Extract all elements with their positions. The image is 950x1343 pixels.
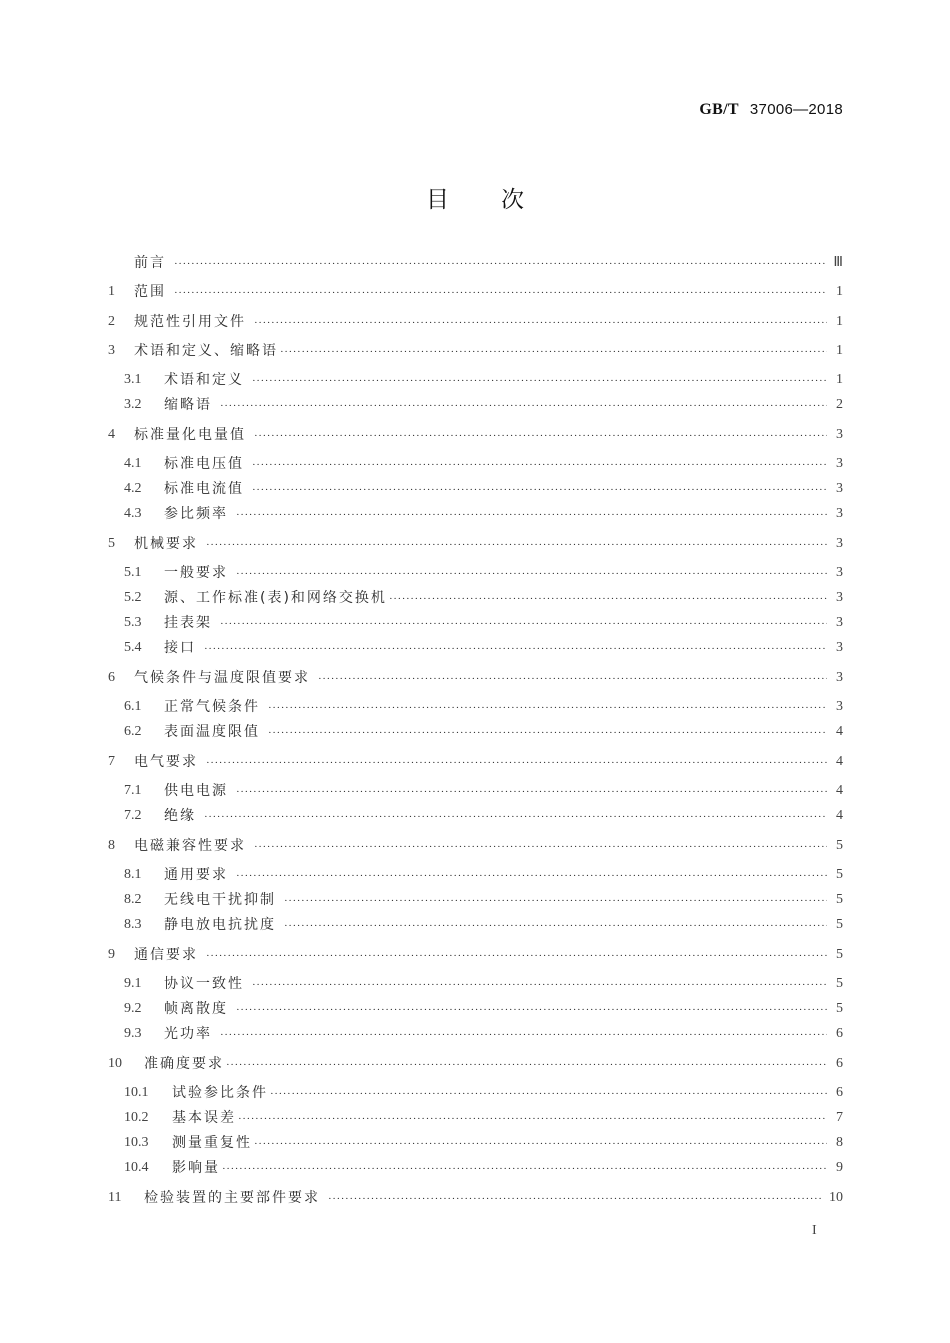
toc-entry-page: 3 xyxy=(836,590,843,605)
toc-entry-number: 5 xyxy=(108,536,115,551)
toc-entry-number: 5.3 xyxy=(124,615,142,630)
dot-leader xyxy=(268,699,827,717)
dot-leader xyxy=(254,427,827,445)
toc-entry-page: 6 xyxy=(836,1056,843,1071)
toc-entry-8-2[interactable] xyxy=(108,890,843,910)
toc-entry-4[interactable] xyxy=(108,425,843,445)
toc-entry-title: 测量重复性 xyxy=(172,1135,252,1151)
toc-entry-title: 气候条件与温度限值要求 xyxy=(134,670,310,686)
toc-entry-page: Ⅲ xyxy=(833,255,843,270)
dot-leader xyxy=(174,284,827,302)
toc-entry-title: 表面温度限值 xyxy=(164,724,260,740)
dot-leader xyxy=(254,838,827,856)
dot-leader xyxy=(220,397,827,415)
toc-entry-5-4[interactable] xyxy=(108,638,843,658)
toc-entry-number: 4.3 xyxy=(124,506,142,521)
toc-entry-page: 1 xyxy=(836,284,843,299)
dot-leader xyxy=(236,867,827,885)
toc-entry-title: 范围 xyxy=(134,284,166,300)
toc-entry-page: 5 xyxy=(836,947,843,962)
toc-entry-10-3[interactable] xyxy=(108,1133,843,1153)
dot-leader xyxy=(254,314,827,332)
dot-leader xyxy=(206,754,827,772)
toc-entry-number: 8.2 xyxy=(124,892,142,907)
dot-leader xyxy=(252,976,827,994)
toc-entry-number: 10.1 xyxy=(124,1085,149,1100)
standard-number: 37006—2018 xyxy=(749,101,843,118)
toc-entry-number: 5.4 xyxy=(124,640,142,655)
toc-entry-number: 8.1 xyxy=(124,867,142,882)
toc-entry-page: 3 xyxy=(836,506,843,521)
toc-entry-number: 6 xyxy=(108,670,115,685)
dot-leader xyxy=(252,456,827,474)
dot-leader xyxy=(252,372,827,390)
dot-leader xyxy=(220,615,827,633)
toc-entry-title: 影响量 xyxy=(172,1160,220,1176)
toc-entry-page: 3 xyxy=(836,481,843,496)
dot-leader xyxy=(174,255,827,273)
toc-entry-7-2[interactable] xyxy=(108,806,843,826)
toc-entry-page: 3 xyxy=(836,456,843,471)
toc-entry-title: 正常气候条件 xyxy=(164,699,260,715)
dot-leader xyxy=(222,1160,827,1178)
toc-entry-4-1[interactable] xyxy=(108,454,843,474)
dot-leader xyxy=(204,640,827,658)
toc-entry-title: 准确度要求 xyxy=(144,1056,224,1072)
toc-entry-10-2[interactable] xyxy=(108,1108,843,1128)
dot-leader xyxy=(206,536,827,554)
toc-entry-number: 10.4 xyxy=(124,1160,149,1175)
toc-entry-title: 电磁兼容性要求 xyxy=(134,838,246,854)
toc-entry-6-1[interactable] xyxy=(108,697,843,717)
toc-entry-page: 5 xyxy=(836,917,843,932)
toc-entry-5-3[interactable] xyxy=(108,613,843,633)
toc-entry-number: 10.2 xyxy=(124,1110,149,1125)
toc-entry-10-1[interactable] xyxy=(108,1083,843,1103)
toc-entry-5-2[interactable] xyxy=(108,588,843,608)
dot-leader xyxy=(206,947,827,965)
toc-entry-page: 1 xyxy=(836,372,843,387)
toc-entry-number: 10 xyxy=(108,1056,122,1071)
page-title xyxy=(0,181,950,214)
dot-leader xyxy=(254,1135,827,1153)
toc-entry-1[interactable] xyxy=(108,282,843,302)
toc-entry-11[interactable] xyxy=(108,1188,843,1208)
toc-entry-8[interactable] xyxy=(108,836,843,856)
toc-entry-page: 6 xyxy=(836,1026,843,1041)
dot-leader xyxy=(270,1085,827,1103)
toc-entry-title: 接口 xyxy=(164,640,196,656)
dot-leader xyxy=(252,481,827,499)
dot-leader xyxy=(236,1001,827,1019)
toc-entry-6[interactable] xyxy=(108,668,843,688)
standard-code xyxy=(699,100,843,119)
toc-entry-foreword[interactable] xyxy=(108,253,843,273)
toc-entry-page: 3 xyxy=(836,427,843,442)
dot-leader xyxy=(226,1056,827,1074)
toc-entry-5-1[interactable] xyxy=(108,563,843,583)
toc-entry-3-2[interactable] xyxy=(108,395,843,415)
toc-entry-page: 5 xyxy=(836,867,843,882)
dot-leader xyxy=(238,1110,827,1128)
toc-entry-2[interactable] xyxy=(108,312,843,332)
toc-entry-title: 机械要求 xyxy=(134,536,198,552)
toc-entry-page: 3 xyxy=(836,640,843,655)
toc-entry-page: 5 xyxy=(836,892,843,907)
toc-entry-page: 4 xyxy=(836,724,843,739)
toc-entry-page: 5 xyxy=(836,838,843,853)
toc-entry-page: 2 xyxy=(836,397,843,412)
toc-entry-number: 4.2 xyxy=(124,481,142,496)
toc-entry-8-1[interactable] xyxy=(108,865,843,885)
toc-entry-title: 缩略语 xyxy=(164,397,212,413)
page-folio: I xyxy=(812,1223,817,1238)
toc-entry-page: 3 xyxy=(836,699,843,714)
toc-entry-number: 2 xyxy=(108,314,115,329)
toc-entry-page: 7 xyxy=(836,1110,843,1125)
toc-entry-page: 9 xyxy=(836,1160,843,1175)
toc-entry-9-2[interactable] xyxy=(108,999,843,1019)
title-char-2: 次 xyxy=(501,187,524,213)
toc-entry-3-1[interactable] xyxy=(108,370,843,390)
toc-entry-8-3[interactable] xyxy=(108,915,843,935)
toc-entry-title: 静电放电抗扰度 xyxy=(164,917,276,933)
toc-entry-page: 3 xyxy=(836,670,843,685)
toc-entry-page: 4 xyxy=(836,808,843,823)
toc-entry-title: 术语和定义 xyxy=(164,372,244,388)
toc-entry-4-2[interactable] xyxy=(108,479,843,499)
toc-entry-6-2[interactable] xyxy=(108,722,843,742)
dot-leader xyxy=(284,892,827,910)
toc-entry-4-3[interactable] xyxy=(108,504,843,524)
toc-entry-page: 3 xyxy=(836,565,843,580)
toc-entry-title: 参比频率 xyxy=(164,506,228,522)
toc-entry-title: 标准电压值 xyxy=(164,456,244,472)
toc-entry-number: 4 xyxy=(108,427,115,442)
toc-entry-number: 9.1 xyxy=(124,976,142,991)
toc-entry-number: 9.3 xyxy=(124,1026,142,1041)
toc-entry-title: 试验参比条件 xyxy=(172,1085,268,1101)
toc-entry-page: 5 xyxy=(836,1001,843,1016)
toc-entry-page: 10 xyxy=(829,1190,843,1205)
toc-entry-number: 1 xyxy=(108,284,115,299)
toc-entry-number: 6.1 xyxy=(124,699,142,714)
toc-entry-number: 9.2 xyxy=(124,1001,142,1016)
toc-entry-page: 1 xyxy=(836,314,843,329)
toc-entry-number: 8.3 xyxy=(124,917,142,932)
toc-entry-title: 一般要求 xyxy=(164,565,228,581)
toc-entry-number: 5.2 xyxy=(124,590,142,605)
title-char-1: 目 xyxy=(426,187,449,213)
toc-entry-title: 前言 xyxy=(134,255,166,271)
toc-entry-title: 帧离散度 xyxy=(164,1001,228,1017)
toc-entry-title: 术语和定义、缩略语 xyxy=(134,343,278,359)
toc-entry-9-1[interactable] xyxy=(108,974,843,994)
dot-leader xyxy=(328,1190,823,1208)
dot-leader xyxy=(220,1026,827,1044)
toc-entry-number: 7.2 xyxy=(124,808,142,823)
toc-entry-9-3[interactable] xyxy=(108,1024,843,1044)
dot-leader xyxy=(236,506,827,524)
toc-entry-title: 规范性引用文件 xyxy=(134,314,246,330)
toc-entry-number: 5.1 xyxy=(124,565,142,580)
toc-entry-10-4[interactable] xyxy=(108,1158,843,1178)
toc-entry-5[interactable] xyxy=(108,534,843,554)
toc-entry-number: 3.2 xyxy=(124,397,142,412)
dot-leader xyxy=(204,808,827,826)
toc-entry-page: 1 xyxy=(836,343,843,358)
toc-entry-title: 检验装置的主要部件要求 xyxy=(144,1190,320,1206)
toc-entry-page: 3 xyxy=(836,536,843,551)
dot-leader xyxy=(268,724,827,742)
toc-entry-title: 电气要求 xyxy=(134,754,198,770)
toc-entry-number: 8 xyxy=(108,838,115,853)
toc-entry-10[interactable] xyxy=(108,1054,843,1074)
dot-leader xyxy=(280,343,827,361)
toc-entry-number: 4.1 xyxy=(124,456,142,471)
toc-entry-7[interactable] xyxy=(108,752,843,772)
toc-entry-number: 10.3 xyxy=(124,1135,149,1150)
dot-leader xyxy=(389,590,827,608)
toc-entry-page: 8 xyxy=(836,1135,843,1150)
toc-entry-title: 挂表架 xyxy=(164,615,212,631)
toc-entry-number: 11 xyxy=(108,1190,122,1205)
toc-entry-page: 6 xyxy=(836,1085,843,1100)
standard-prefix: GB/T xyxy=(699,101,739,118)
toc-entry-title: 光功率 xyxy=(164,1026,212,1042)
toc-entry-title: 供电电源 xyxy=(164,783,228,799)
toc-entry-title: 源、工作标准(表)和网络交换机 xyxy=(164,590,387,606)
dot-leader xyxy=(236,783,827,801)
toc-entry-title: 无线电干扰抑制 xyxy=(164,892,276,908)
toc-entry-7-1[interactable] xyxy=(108,781,843,801)
dot-leader xyxy=(284,917,827,935)
dot-leader xyxy=(318,670,827,688)
toc-entry-page: 5 xyxy=(836,976,843,991)
toc-entry-title: 通信要求 xyxy=(134,947,198,963)
toc-entry-title: 通用要求 xyxy=(164,867,228,883)
toc-entry-title: 标准量化电量值 xyxy=(134,427,246,443)
toc-entry-title: 绝缘 xyxy=(164,808,196,824)
toc-entry-page: 4 xyxy=(836,783,843,798)
toc-entry-title: 协议一致性 xyxy=(164,976,244,992)
toc-entry-number: 7 xyxy=(108,754,115,769)
toc-entry-page: 4 xyxy=(836,754,843,769)
toc-entry-title: 基本误差 xyxy=(172,1110,236,1126)
toc-entry-number: 3.1 xyxy=(124,372,142,387)
toc-entry-number: 3 xyxy=(108,343,115,358)
toc-entry-3[interactable] xyxy=(108,341,843,361)
toc-entry-page: 3 xyxy=(836,615,843,630)
toc-entry-number: 9 xyxy=(108,947,115,962)
toc-entry-9[interactable] xyxy=(108,945,843,965)
dot-leader xyxy=(236,565,827,583)
toc-entry-number: 7.1 xyxy=(124,783,142,798)
toc-entry-number: 6.2 xyxy=(124,724,142,739)
toc-entry-title: 标准电流值 xyxy=(164,481,244,497)
